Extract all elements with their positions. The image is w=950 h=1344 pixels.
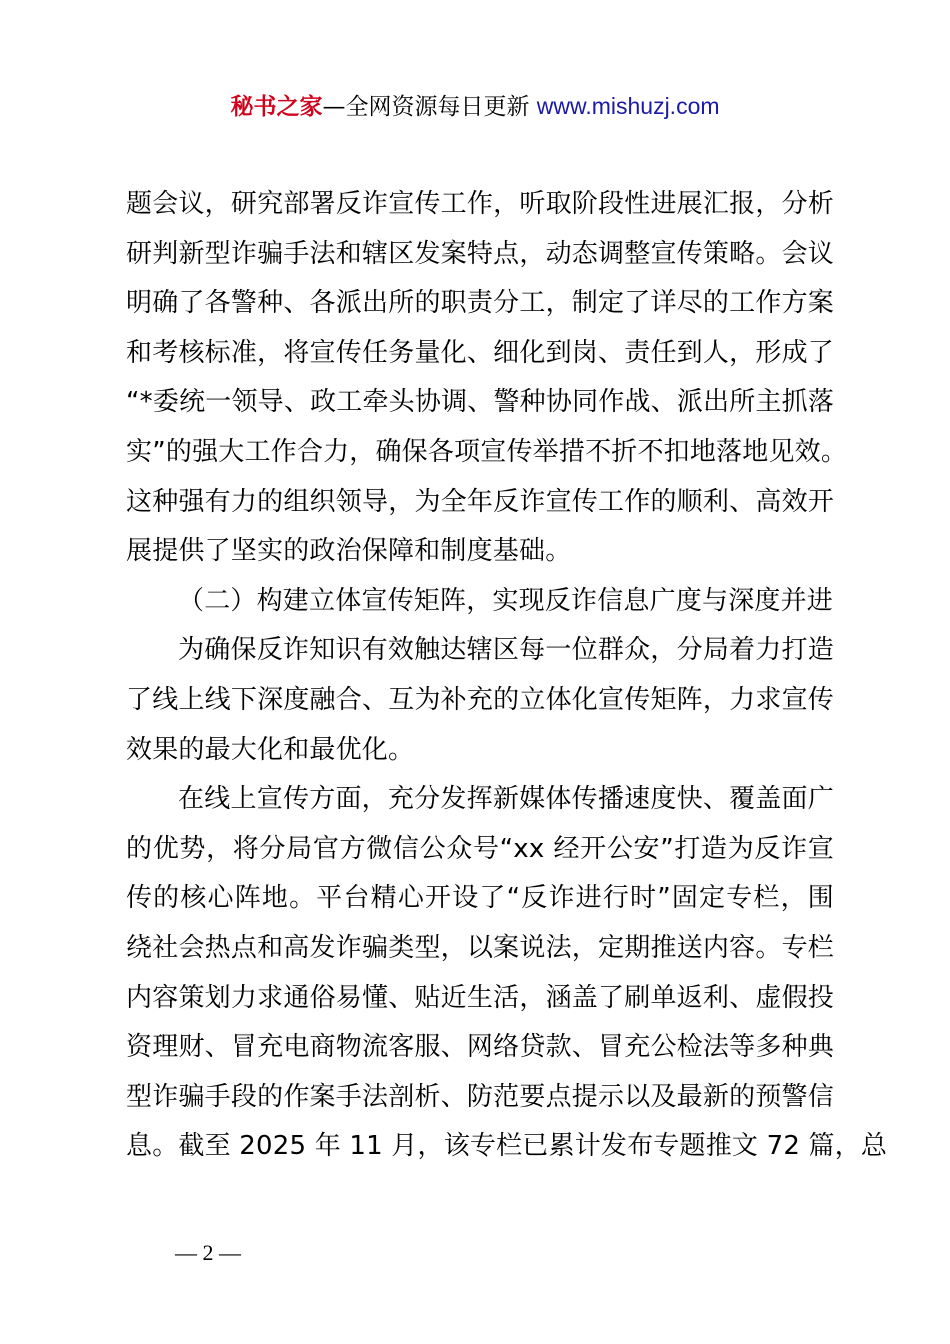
section-heading: （二）构建立体宣传矩阵，实现反诈信息广度与深度并进 <box>178 585 834 616</box>
site-url-link[interactable]: www.mishuzj.com <box>536 93 720 119</box>
paragraph-line: 研判新型诈骗手法和辖区发案特点，动态调整宣传策略。会议 <box>126 238 834 269</box>
site-banner <box>0 86 950 127</box>
paragraph-line: 资理财、冒充电商物流客服、网络贷款、冒充公检法等多种典 <box>126 1032 834 1063</box>
paragraph-line: 明确了各警种、各派出所的职责分工，制定了详尽的工作方案 <box>126 288 834 319</box>
paragraph-line: 实”的强大工作合力，确保各项宣传举措不折不扣地落地见效。 <box>126 436 848 467</box>
paragraph-line: “*委统一领导、政工牵头协调、警种协同作战、派出所主抓落 <box>126 387 835 418</box>
paragraph-line: 这种强有力的组织领导，为全年反诈宣传工作的顺利、高效开 <box>126 486 834 517</box>
paragraph-line: 的优势，将分局官方微信公众号“xx 经开公安”打造为反诈宣 <box>126 833 834 864</box>
paragraph-line: 效果的最大化和最优化。 <box>126 734 415 765</box>
paragraph-line: 题会议，研究部署反诈宣传工作，听取阶段性进展汇报，分析 <box>126 189 834 219</box>
paragraph-line: 和考核标准，将宣传任务量化、细化到岗、责任到人，形成了 <box>126 337 834 368</box>
page-number: — 2 — <box>175 1240 241 1265</box>
paragraph-line: 了线上线下深度融合、互为补充的立体化宣传矩阵，力求宣传 <box>126 684 834 715</box>
paragraph-line: 型诈骗手段的作案手法剖析、防范要点提示以及最新的预警信 <box>126 1081 834 1112</box>
banner-slogan: —全网资源每日更新 <box>322 94 530 120</box>
paragraph-line: 内容策划力求通俗易懂、贴近生活，涵盖了刷单返利、虚假投 <box>126 982 834 1013</box>
brand-name: 秘书之家 <box>230 94 323 120</box>
paragraph-line: 绕社会热点和高发诈骗类型，以案说法，定期推送内容。专栏 <box>126 932 834 963</box>
document-body <box>126 180 888 1172</box>
paragraph-line: 展提供了坚实的政治保障和制度基础。 <box>126 536 572 567</box>
paragraph-line: 传的核心阵地。平台精心开设了“反诈进行时”固定专栏，围 <box>126 883 834 914</box>
paragraph-line: 在线上宣传方面，充分发挥新媒体传播速度快、覆盖面广 <box>178 784 834 815</box>
paragraph-line: 息。截至 2025 年 11 月，该专栏已累计发布专题推文 72 篇，总 <box>126 1131 888 1162</box>
paragraph-line: 为确保反诈知识有效触达辖区每一位群众，分局着力打造 <box>178 635 834 666</box>
